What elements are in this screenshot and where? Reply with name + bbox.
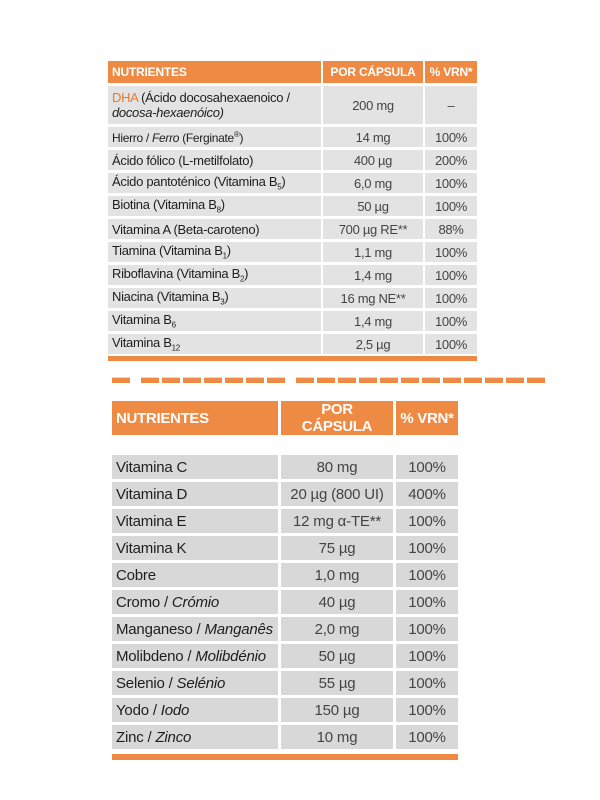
table-row	[112, 617, 458, 641]
nutrient-name: Vitamina C	[112, 455, 278, 479]
nutrient-name: Vitamina E	[112, 509, 278, 533]
amount-cell: 40 µg	[278, 590, 396, 614]
nutrient-name: Vitamina K	[112, 536, 278, 560]
nutrient-name: DHA (Ácido docosahexaenoico / docosa-hexaenóico)	[108, 86, 321, 124]
amount-cell: 50 µg	[321, 196, 425, 216]
vrn-cell: 100%	[425, 127, 477, 147]
header-spacer	[112, 438, 458, 452]
table-row	[112, 509, 458, 533]
table-row	[112, 482, 458, 506]
vrn-cell: 100%	[425, 196, 477, 216]
vrn-cell: 100%	[425, 311, 477, 331]
table-row	[112, 563, 458, 587]
vrn-cell: 100%	[425, 265, 477, 285]
nutrient-name: Cobre	[112, 563, 278, 587]
amount-cell: 200 mg	[321, 86, 425, 124]
vrn-cell: 100%	[425, 288, 477, 308]
nutrient-name: Vitamina D	[112, 482, 278, 506]
amount-cell: 1,1 mg	[321, 242, 425, 262]
nutrient-name: Zinc / Zinco	[112, 725, 278, 749]
nutrient-name: Riboflavina (Vitamina $B_2$)	[108, 265, 321, 285]
nutrient-name: Vitamina $B_{12}$	[108, 334, 321, 354]
table-header-row	[108, 61, 477, 83]
table-bottom-border	[112, 754, 458, 760]
amount-cell: 1,4 mg	[321, 311, 425, 331]
nutrition-table-2	[112, 398, 458, 760]
amount-cell: 6,0 mg	[321, 173, 425, 193]
table-row	[112, 644, 458, 668]
table-row-niacina	[108, 288, 477, 308]
nutrition-table-1	[108, 58, 477, 361]
amount-cell: 75 µg	[278, 536, 396, 560]
vrn-cell: 100%	[396, 536, 458, 560]
table-row	[112, 671, 458, 695]
vrn-cell: 100%	[425, 173, 477, 193]
nutrient-name: Manganeso / Manganês	[112, 617, 278, 641]
vrn-cell: 88%	[425, 219, 477, 239]
amount-cell: 700 µg RE**	[321, 219, 425, 239]
nutrient-name: Hierro / Ferro (Ferginate®)	[108, 127, 321, 147]
nutrient-name: Biotina (Vitamina $B_8$)	[108, 196, 321, 216]
amount-cell: 50 µg	[278, 644, 396, 668]
amount-cell: 1,4 mg	[321, 265, 425, 285]
nutrient-name: Molibdeno / Molibdénio	[112, 644, 278, 668]
amount-cell: 400 µg	[321, 150, 425, 170]
nutrient-name: Cromo / Crómio	[112, 590, 278, 614]
vrn-cell: 100%	[396, 617, 458, 641]
nutrient-name: Niacina (Vitamina $B_3$)	[108, 288, 321, 308]
nutrient-name: Ácido fólico (L-metilfolato)	[108, 150, 321, 170]
table-row	[112, 536, 458, 560]
amount-cell: 16 mg NE**	[321, 288, 425, 308]
nutrient-name: Yodo / Iodo	[112, 698, 278, 722]
vrn-cell: 100%	[396, 698, 458, 722]
vrn-cell: 400%	[396, 482, 458, 506]
table-row	[112, 698, 458, 722]
nutrient-name: Tiamina (Vitamina $B_1$)	[108, 242, 321, 262]
amount-cell: 80 mg	[278, 455, 396, 479]
amount-cell: 150 µg	[278, 698, 396, 722]
amount-cell: 14 mg	[321, 127, 425, 147]
table-bottom-border	[108, 356, 477, 361]
header-por-capsula: POR CÁPSULA	[278, 401, 396, 435]
vrn-cell: 100%	[396, 671, 458, 695]
table-row-tiamina	[108, 242, 477, 262]
header-vrn: % VRN*	[429, 65, 473, 79]
header-nutrientes: NUTRIENTES	[112, 401, 278, 435]
amount-cell: 2,0 mg	[278, 617, 396, 641]
amount-cell: 10 mg	[278, 725, 396, 749]
amount-cell: 1,0 mg	[278, 563, 396, 587]
vrn-cell: 200%	[425, 150, 477, 170]
table-row-biotina	[108, 196, 477, 216]
nutrient-name: Selenio / Selénio	[112, 671, 278, 695]
vrn-cell: 100%	[425, 242, 477, 262]
vrn-cell: 100%	[425, 334, 477, 354]
nutrient-name: Ácido pantoténico (Vitamina $B_5$)	[108, 173, 321, 193]
vrn-cell: 100%	[396, 644, 458, 668]
amount-cell: 55 µg	[278, 671, 396, 695]
table-row	[112, 455, 458, 479]
table-row-vitamina-a	[108, 219, 477, 239]
header-nutrientes: NUTRIENTES	[112, 65, 187, 79]
amount-cell: 12 mg α-TE**	[278, 509, 396, 533]
vrn-cell: 100%	[396, 563, 458, 587]
table-row-hierro	[108, 127, 477, 147]
table-row	[112, 590, 458, 614]
nutrition-table-1-grid	[108, 58, 477, 357]
table-row-dha	[108, 86, 477, 124]
vrn-cell: 100%	[396, 455, 458, 479]
vrn-cell: 100%	[396, 590, 458, 614]
vrn-cell: –	[425, 86, 477, 124]
nutrition-table-2-grid	[112, 398, 458, 752]
nutrient-name: Vitamina $B_6$	[108, 311, 321, 331]
amount-cell: 2,5 µg	[321, 334, 425, 354]
table-row-acido-pantotenico	[108, 173, 477, 193]
header-vrn: % VRN*	[396, 401, 458, 435]
table-row-riboflavina	[108, 265, 477, 285]
amount-cell: 20 µg (800 UI)	[278, 482, 396, 506]
table-header-row	[112, 401, 458, 435]
table-row-vitamina-b12	[108, 334, 477, 354]
vrn-cell: 100%	[396, 725, 458, 749]
table-row-vitamina-b6	[108, 311, 477, 331]
cropped-heading-decoration: ▬ ▬▬▬▬▬▬▬ ▬▬▬▬▬▬▬▬▬▬▬▬	[112, 367, 549, 387]
nutrient-name: Vitamina A (Beta-caroteno)	[108, 219, 321, 239]
vrn-cell: 100%	[396, 509, 458, 533]
table-row-acido-folico	[108, 150, 477, 170]
table-row	[112, 725, 458, 749]
header-por-capsula: POR CÁPSULA	[321, 61, 425, 83]
